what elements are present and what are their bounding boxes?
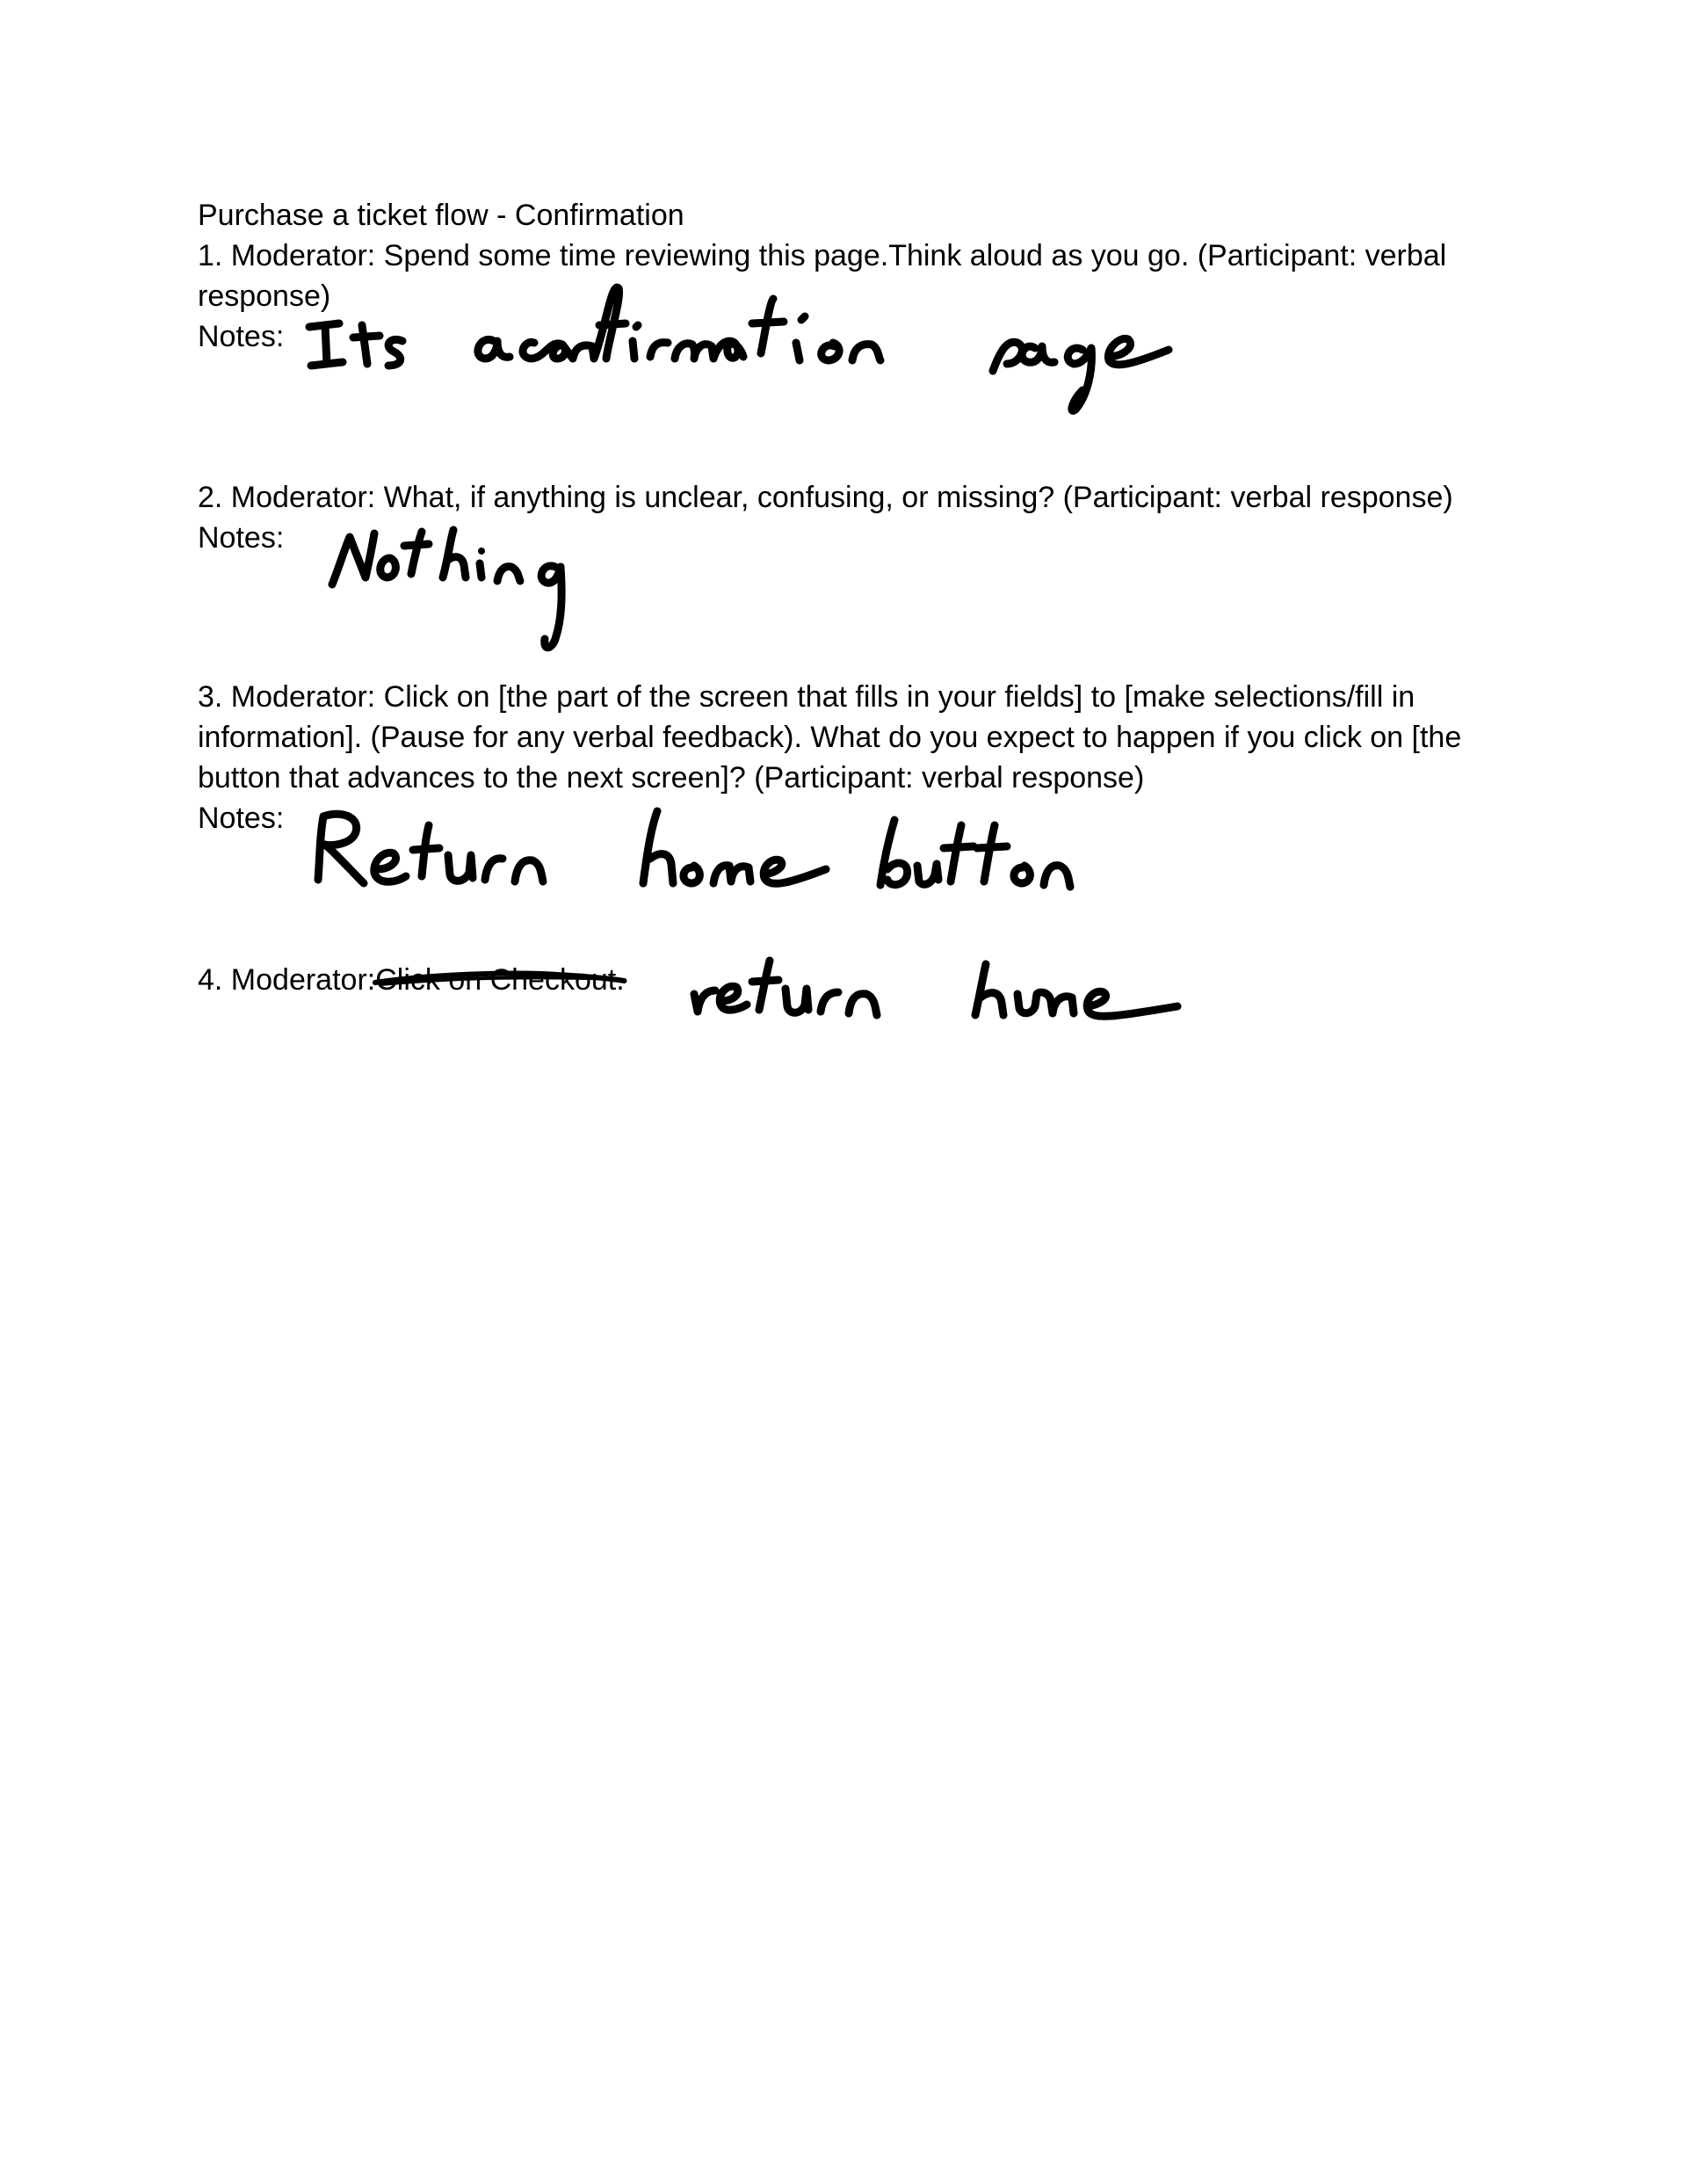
handwritten-note-3 [308, 804, 1151, 910]
question-4-line [198, 960, 625, 1000]
document-title: Purchase a ticket flow - Confirmation [198, 199, 684, 232]
question-3-notes-label: Notes: [198, 802, 285, 835]
question-3-line-3: button that advances to the next screen]? (Participant: verbal response) [198, 761, 1145, 795]
question-1-line-2: response) [198, 279, 331, 313]
question-2-notes-label: Notes: [198, 521, 285, 555]
question-2-line-1: 2. Moderator: What, if anything is unclear, confusing, or missing? (Participant: verbal response) [198, 481, 1453, 514]
handwritten-note-4 [685, 945, 1213, 1041]
handwritten-note-1 [299, 272, 1213, 422]
struck-instruction-text: Click on Checkout. [375, 963, 625, 997]
struck-instruction [375, 960, 624, 1000]
handwritten-note-2 [325, 523, 589, 664]
question-3-line-1: 3. Moderator: Click on [the part of the screen that fills in your fields] to [make selections/fill in [198, 680, 1415, 714]
question-1-line-1: 1. Moderator: Spend some time reviewing this page.Think aloud as you go. (Participant: verbal [198, 239, 1447, 272]
question-3-line-2: information]. (Pause for any verbal feedback). What do you expect to happen if you click on [the [198, 721, 1462, 754]
question-4-prefix: 4. Moderator: [198, 963, 376, 997]
question-1-notes-label: Notes: [198, 320, 285, 353]
